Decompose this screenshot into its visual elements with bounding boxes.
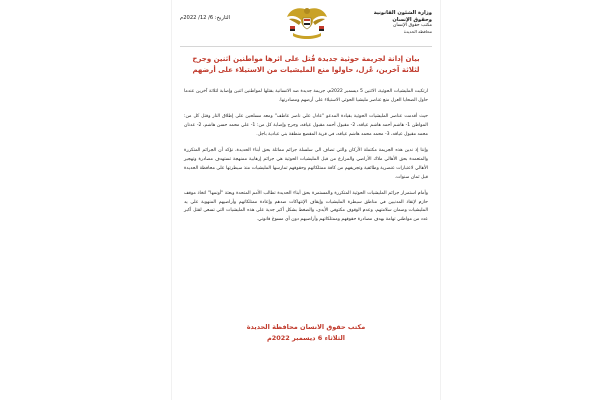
document-date: التاريخ: 6/ 12/ 2022م	[180, 15, 231, 21]
signature-office: مكتب حقوق الانسان محافظة الحديدة	[246, 323, 366, 331]
body-paragraph-4: وأمام استمرار جرائم المليشيات الحوثية المتكررة والمستمرة بحق أبناء الحديدة تطالب الأمم المتحدة وبعثة "أونمها" اتخاذ موقف حازم لإنقاذ المدنيين في مناطق سيطرة المليشيات وإيقاف الإنتهاكات ضدهم وإعادة ممتلكاتهم وأراضيهم المنهوبة على يد المليشيات وضمان سلامتهم، وعدم الوقوف مكتوفي الأيدي، والضغط بشكل أكبر جدية على هذه المليشيات التي تسعى لقتل أكبر عدد من مواطني تهامة بهدف مصادرة حقوقهم وممتلكاتهم وأراضيهم دون أي مسوغ قانوني.	[184, 190, 428, 223]
letterhead	[172, 0, 440, 46]
title-line-2: لثلاثة آخرين، عُزل، حاولوا منع المليشيات من الاستيلاء على أرضهم	[192, 65, 420, 74]
ministry-name: وزارة الشئون القانونية وحقوق الإنسان	[373, 10, 432, 23]
yemen-eagle-emblem-icon	[284, 4, 330, 42]
document-sheet	[172, 0, 440, 400]
governorate-name: محافظة الحديدة	[403, 28, 432, 34]
ministry-block	[354, 10, 432, 34]
header-divider	[180, 46, 432, 47]
title-line-1: بيان إدانة لجريمة حوثية جديدة قُتل على اثرها مواطنين اثنين وجرح	[192, 55, 420, 63]
body-paragraph-1: ارتكبت المليشيات الحوثية، الاثنين 5 ديسمبر 2022م، جريمة جديدة ضد الانسانية بقتلها لمواطنين اثنين وإصابة لثلاثة آخرين عندما حاول الضحايا العزل منع عناصر مليشيا الحوثي الاستيلاء على أرضهم ومصادرتها.	[184, 89, 428, 103]
signature-date: الثلاثاء 6 ديسمبر 2022م	[266, 334, 346, 343]
signature-block	[184, 322, 428, 345]
body-paragraph-3: وإننا إذ ندين هذه الجريمة مكتملة الأركان والتي تضاف الى سلسلة جرائم مماثلة بحق أبناء الحديدة، نؤكد أن الجرائم المتكررة والمتعمدة بحق الأهالي ملاك الأراضي والمزارع من قبل المليشيات الحوثية هي جرائم إرهابية ممنهجة تستهدف مصادرة وتهجير الأهالي لاعتبارات عنصرية وطائفية وتجريفهم من كافة ممتلكاتهم وحقوقهم تمارسها المليشيات منذ سيطرتها على محافظة الحديدة قبل ثمان سنوات.	[184, 147, 428, 180]
office-name: مكتب حقوق الإنسان	[393, 23, 432, 28]
body-paragraph-2: حيث أقدمت عناصر المليشيات الحوثية بقيادة المدعو "عادل علي ناصر عاطف" ومعه مسلحين على إطلاق النار وقتل كل من: المواطن 1- هاشم أحمد هاشم عياقه، 2- مقبول أحمد مقبول عياقه، وجرح وإصابة كل من: 1- علي محمد حسن هاشم، 2- عدنان محمد مقبول عياقه، 3- محمد محمد هاشم عياقه، في قرية المقضع منطقة بني عبادية باجل.	[184, 113, 428, 137]
statement-body	[184, 88, 428, 232]
statement-title	[184, 54, 428, 76]
